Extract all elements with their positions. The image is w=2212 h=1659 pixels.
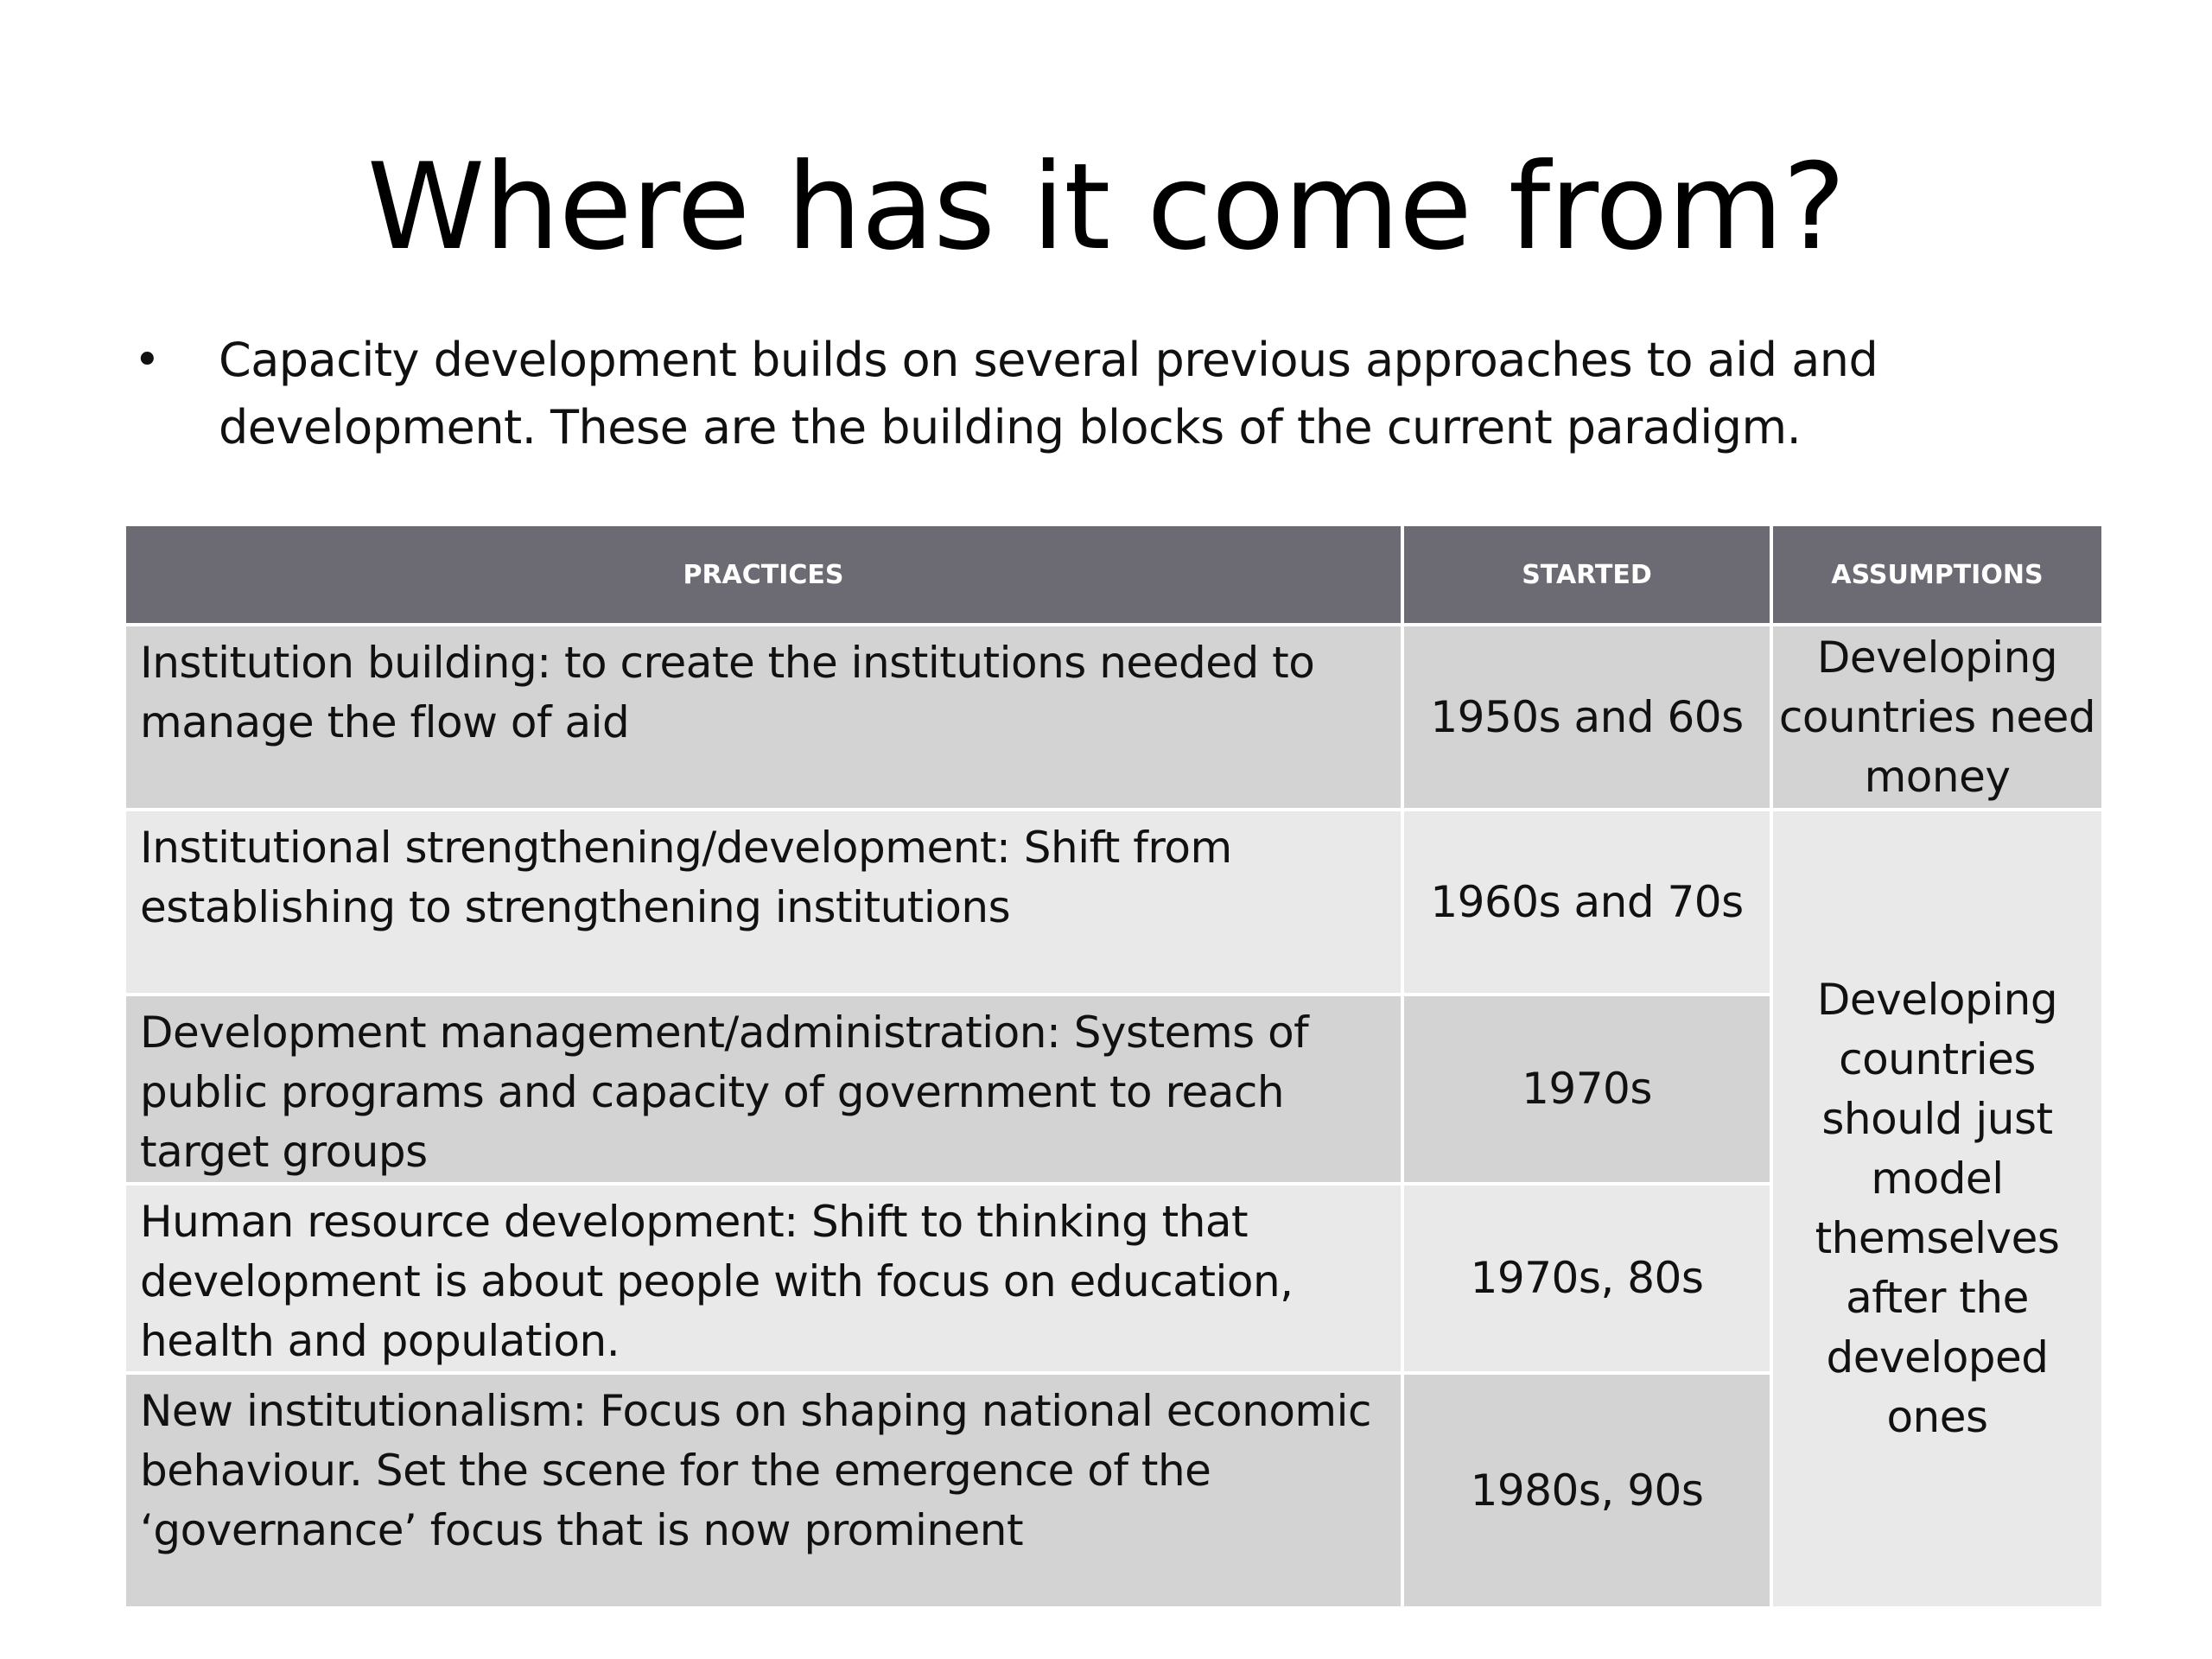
header-assumptions: ASSUMPTIONS bbox=[1773, 526, 2101, 623]
bullet-dot-icon: • bbox=[134, 334, 161, 386]
practices-table bbox=[123, 523, 2105, 1610]
started-cell: 1980s, 90s bbox=[1404, 1375, 1770, 1606]
practice-cell: Human resource development: Shift to thinking that development is about people with focus on education, health and population. bbox=[126, 1185, 1401, 1371]
bullet-point bbox=[134, 327, 2078, 461]
slide-title: Where has it come from? bbox=[366, 137, 1846, 276]
started-cell: 1970s bbox=[1404, 996, 1770, 1182]
assumption-cell: Developing countries should just model themselves after the developed ones bbox=[1773, 811, 2101, 1606]
bullet-text: Capacity development builds on several previous approaches to aid and development. These are the building blocks of the current paradigm. bbox=[219, 333, 1878, 454]
started-cell: 1950s and 60s bbox=[1404, 626, 1770, 808]
header-started: STARTED bbox=[1404, 526, 1770, 623]
header-practices: PRACTICES bbox=[126, 526, 1401, 623]
practice-cell: Institution building: to create the institutions needed to manage the flow of aid bbox=[126, 626, 1401, 808]
practice-cell: Development management/administration: Systems of public programs and capacity of government to reach target groups bbox=[126, 996, 1401, 1182]
practice-cell: Institutional strengthening/development: Shift from establishing to strengthening institutions bbox=[126, 811, 1401, 993]
table-header-row bbox=[126, 526, 2101, 623]
assumption-cell: Developing countries need money bbox=[1773, 626, 2101, 808]
practice-cell: New institutionalism: Focus on shaping national economic behaviour. Set the scene for the emergence of the ‘governance’ focus that is now prominent bbox=[126, 1375, 1401, 1606]
started-cell: 1970s, 80s bbox=[1404, 1185, 1770, 1371]
table-row bbox=[126, 626, 2101, 808]
started-cell: 1960s and 70s bbox=[1404, 811, 1770, 993]
table-row bbox=[126, 811, 2101, 993]
